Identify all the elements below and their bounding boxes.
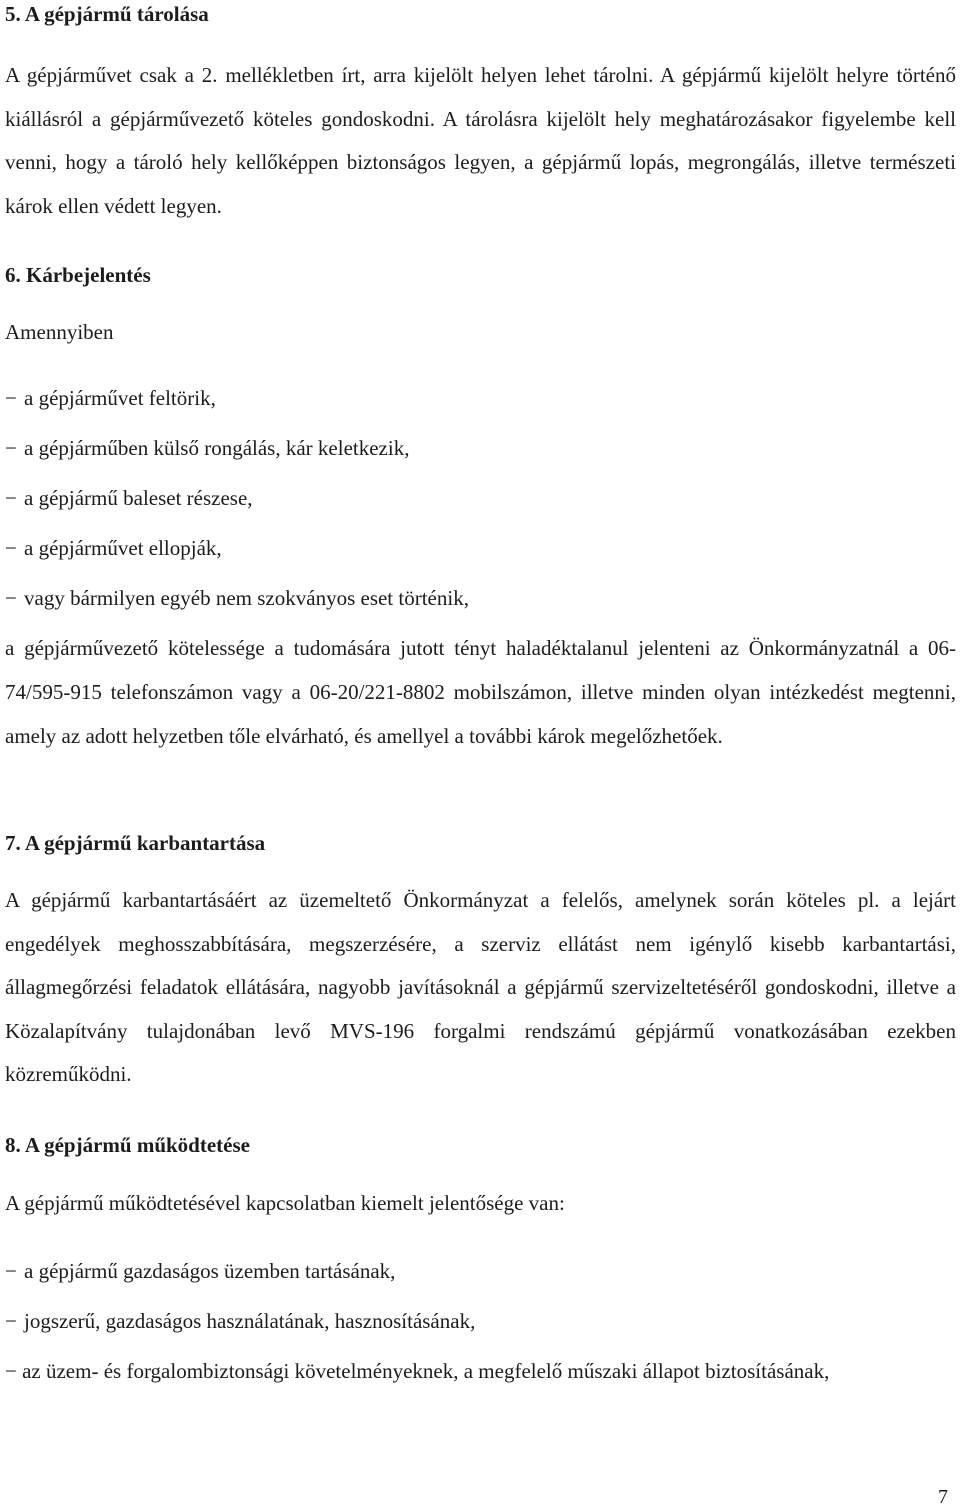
list-item-text: jogszerű, gazdaságos használatának, hasznosításának, [24, 1309, 476, 1333]
section-8-intro: A gépjármű működtetésével kapcsolatban kiemelt jelentősége van: [5, 1191, 565, 1215]
section-5-heading: 5. A gépjármű tárolása [5, 2, 209, 26]
dash-bullet: − [5, 586, 17, 610]
list-item-text: a gépjármű baleset részese, [24, 486, 253, 510]
list-item [5, 534, 956, 562]
list-item [5, 1307, 956, 1335]
dash-bullet: − [5, 486, 17, 510]
list-item [5, 434, 956, 462]
list-item [5, 384, 956, 412]
list-item [5, 1257, 956, 1285]
list-item-text: a gépjármű gazdaságos üzemben tartásának, [24, 1259, 396, 1283]
section-6-paragraph: a gépjárművezető kötelessége a tudomására jutott tényt haladéktalanul jelenteni az Önkormányzatnál a 06-74/595-915 telefonszámon vagy a 06-20/221-8802 mobilszámon, illetve minden olyan intézkedést megtenni, amely az adott helyzetben tőle elvárható, és amellyel a további károk megelőzhetőek. [5, 636, 956, 748]
section-6-intro: Amennyiben [5, 320, 114, 344]
dash-bullet: − [5, 1359, 17, 1383]
dash-bullet: − [5, 1259, 17, 1283]
list-item-text: a gépjárművet feltörik, [24, 386, 216, 410]
list-item [5, 484, 956, 512]
section-7-heading: 7. A gépjármű karbantartása [5, 831, 266, 855]
section-5-paragraph: A gépjárművet csak a 2. mellékletben írt, arra kijelölt helyen lehet tárolni. A gépjármű kijelölt helyre történő kiállásról a gépjárművezető köteles gondoskodni. A tárolásra kijelölt hely meghatározásakor figyelembe kell venni, hogy a tároló hely kellőképpen biztonságos legyen, a gépjármű lopás, megrongálás, illetve természeti károk ellen védett legyen. [5, 63, 956, 218]
list-item-text: vagy bármilyen egyéb nem szokványos eset történik, [24, 586, 469, 610]
dash-bullet: − [5, 386, 17, 410]
dash-bullet: − [5, 1309, 17, 1333]
section-8-heading: 8. A gépjármű működtetése [5, 1133, 250, 1157]
list-item [5, 584, 956, 612]
section-6-heading: 6. Kárbejelentés [5, 263, 151, 287]
page-number: 7 [938, 1486, 948, 1508]
list-item-text: a gépjárműben külső rongálás, kár keletkezik, [24, 436, 410, 460]
list-item-text: az üzem- és forgalombiztonsági követelményeknek, a megfelelő műszaki állapot biztosításának, [22, 1359, 830, 1383]
section-7-paragraph: A gépjármű karbantartásáért az üzemeltető Önkormányzat a felelős, amelynek során köteles pl. a lejárt engedélyek meghosszabbítására, megszerzésére, a szerviz ellátást nem igénylő kisebb karbantartási, állagmegőrzési feladatok ellátására, nagyobb javításoknál a gépjármű szervizeltetéséről gondoskodni, illetve a Közalapítvány tulajdonában levő MVS-196 forgalmi rendszámú gépjármű vonatkozásában ezekben közreműködni. [5, 888, 956, 1086]
list-item [5, 1349, 956, 1393]
dash-bullet: − [5, 436, 17, 460]
list-item-text: a gépjárművet ellopják, [24, 536, 222, 560]
dash-bullet: − [5, 536, 17, 560]
